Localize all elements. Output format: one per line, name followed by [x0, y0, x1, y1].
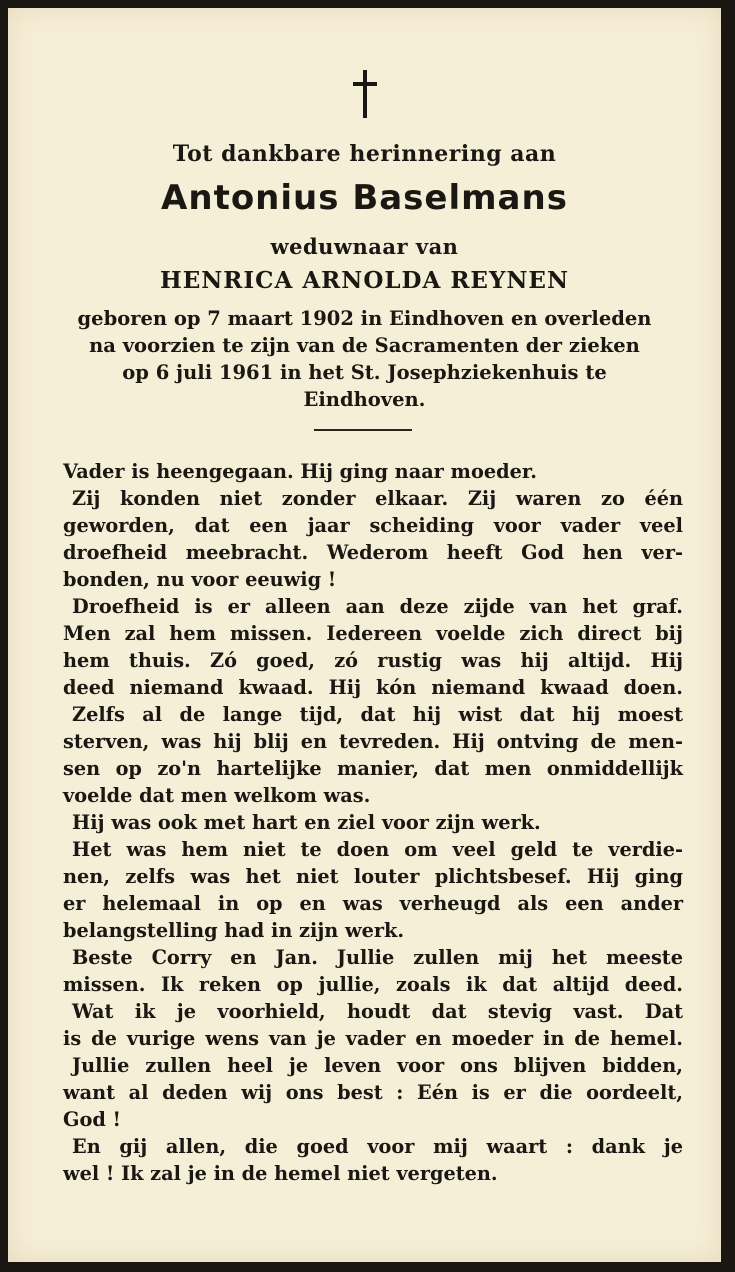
deceased-name: Antonius Baselmans [161, 178, 568, 218]
text-line: Zij konden niet zonder elkaar. Zij waren zo één [72, 487, 683, 510]
spouse-name: HENRICA ARNOLDA REYNEN [160, 267, 569, 294]
text-line: sterven, was hij blij en tevreden. Hij ontving de men- [63, 730, 683, 753]
text-line: Men zal hem missen. Iedereen voelde zich direct bij [63, 622, 683, 645]
text-line: Droefheid is er alleen aan deze zijde van het graf. [72, 595, 683, 618]
intro-line: Tot dankbare herinnering aan [172, 141, 557, 167]
bio-line: op 6 juli 1961 in het St. Josephziekenhuis te [122, 361, 607, 384]
bio-line: na voorzien te zijn van de Sacramenten der zieken [89, 334, 640, 357]
text-line: is de vurige wens van je vader en moeder in de hemel. [63, 1027, 683, 1050]
text-line: voelde dat men welkom was. [63, 784, 371, 807]
text-line: droefheid meebracht. Wederom heeft God hen ver- [63, 541, 683, 564]
memorial-card [8, 8, 721, 1262]
text-line: Hij was ook met hart en ziel voor zijn werk. [72, 811, 541, 834]
text-line: sen op zo'n hartelijke manier, dat men onmiddellijk [63, 757, 683, 780]
text-line: Jullie zullen heel je leven voor ons blijven bidden, [72, 1054, 683, 1077]
cross-icon [8, 68, 721, 120]
text-line: belangstelling had in zijn werk. [63, 919, 405, 942]
text-line: want al deden wij ons best : Eén is er die oordeelt, [63, 1081, 683, 1104]
text-line: Wat ik je voorhield, houdt dat stevig vast. Dat [72, 1000, 683, 1023]
text-line: missen. Ik reken op jullie, zoals ik dat altijd deed. [63, 973, 683, 996]
text-line: Het was hem niet te doen om veel geld te verdie- [72, 838, 683, 861]
text-line: er helemaal in op en was verheugd als een ander [63, 892, 683, 915]
text-line: nen, zelfs was het niet louter plichtsbesef. Hij ging [63, 865, 683, 888]
text-line: wel ! Ik zal je in de hemel niet vergeten. [63, 1162, 498, 1185]
text-line: En gij allen, die goed voor mij waart : dank je [72, 1135, 683, 1158]
bio-line: Eindhoven. [303, 388, 426, 411]
text-line: deed niemand kwaad. Hij kón niemand kwaad doen. [63, 676, 683, 699]
text-line: Vader is heengegaan. Hij ging naar moeder. [63, 460, 537, 483]
memorial-text [63, 458, 683, 1187]
text-line: Beste Corry en Jan. Jullie zullen mij het meeste [72, 946, 683, 969]
biography [28, 305, 701, 413]
bio-line: geboren op 7 maart 1902 in Eindhoven en overleden [77, 307, 652, 330]
relation-line: weduwnaar van [270, 234, 459, 259]
text-line: geworden, dat een jaar scheiding voor vader veel [63, 514, 683, 537]
text-line: hem thuis. Zó goed, zó rustig was hij altijd. Hij [63, 649, 683, 672]
text-line: Zelfs al de lange tijd, dat hij wist dat hij moest [72, 703, 683, 726]
text-line: God ! [63, 1108, 121, 1131]
text-line: bonden, nu voor eeuwig ! [63, 568, 337, 591]
divider [314, 429, 412, 431]
